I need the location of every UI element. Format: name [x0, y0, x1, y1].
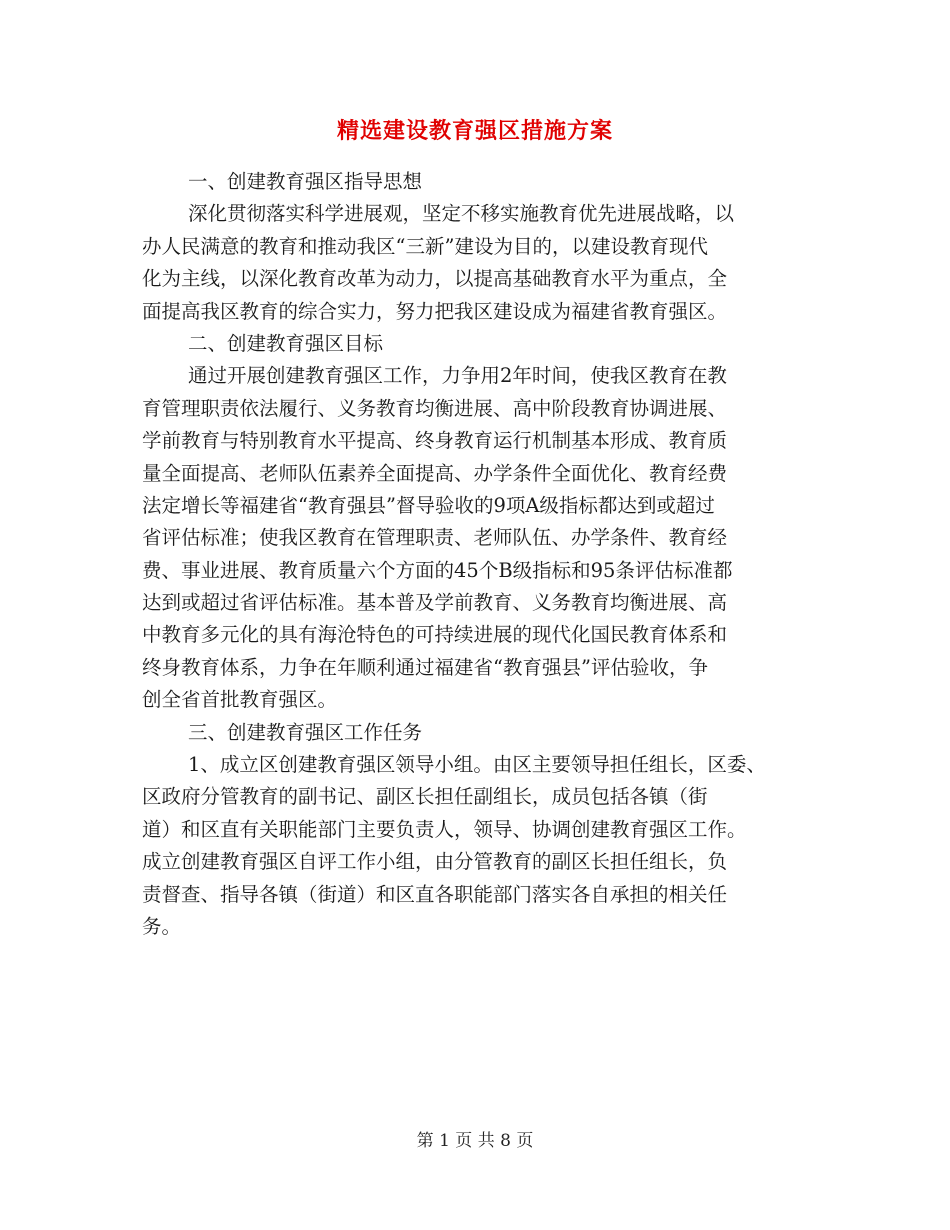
page-number-footer: 第 1 页 共 8 页 [416, 1131, 534, 1151]
text-line: 通过开展创建教育强区工作，力争用2年时间，使我区教育在教 [188, 364, 727, 388]
text-line: 量全面提高、老师队伍素养全面提高、办学条件全面优化、教育经费 [142, 461, 728, 485]
document-title: 精选建设教育强区措施方案 [336, 118, 613, 144]
text-line: 一、创建教育强区指导思想 [188, 170, 423, 193]
text-line: 法定增长等福建省“教育强县”督导验收的9项A级指标都达到或超过 [142, 493, 715, 517]
text-line: 办人民满意的教育和推动我区“三新”建设为目的，以建设教育现代 [142, 234, 708, 258]
text-line: 区政府分管教育的副书记、副区长担任副组长，成员包括各镇（街 [142, 785, 708, 809]
text-line: 学前教育与特别教育水平提高、终身教育运行机制基本形成、教育质 [142, 429, 728, 453]
text-line: 化为主线，以深化教育改革为动力，以提高基础教育水平为重点，全 [142, 267, 728, 291]
text-line: 1、成立区创建教育强区领导小组。由区主要领导担任组长，区委、 [188, 753, 766, 777]
text-line: 道）和区直有关职能部门主要负责人，领导、协调创建教育强区工作。 [142, 817, 747, 841]
text-line: 终身教育体系，力争在年顺利通过福建省“教育强县”评估验收，争 [142, 655, 708, 679]
text-line: 务。 [142, 914, 182, 938]
text-line: 面提高我区教育的综合实力，努力把我区建设成为福建省教育强区。 [142, 299, 728, 323]
text-line: 达到或超过省评估标准。基本普及学前教育、义务教育均衡进展、高 [142, 591, 728, 615]
text-line: 责督查、指导各镇（街道）和区直各职能部门落实各自承担的相关任 [142, 882, 728, 906]
text-line: 育管理职责依法履行、义务教育均衡进展、高中阶段教育协调进展、 [142, 396, 728, 420]
text-line: 二、创建教育强区目标 [188, 331, 384, 355]
text-line: 深化贯彻落实科学进展观，坚定不移实施教育优先进展战略，以 [188, 202, 735, 226]
text-line: 创全省首批教育强区。 [142, 688, 338, 712]
text-line: 成立创建教育强区自评工作小组，由分管教育的副区长担任组长，负 [142, 850, 728, 874]
document-body [142, 166, 814, 943]
text-line: 省评估标准；使我区教育在管理职责、老师队伍、办学条件、教育经 [142, 526, 728, 550]
text-line: 中教育多元化的具有海沧特色的可持续进展的现代化国民教育体系和 [142, 623, 728, 647]
text-line: 三、创建教育强区工作任务 [188, 720, 423, 744]
text-line: 费、事业进展、教育质量六个方面的45个B级指标和95条评估标准都 [142, 558, 733, 582]
